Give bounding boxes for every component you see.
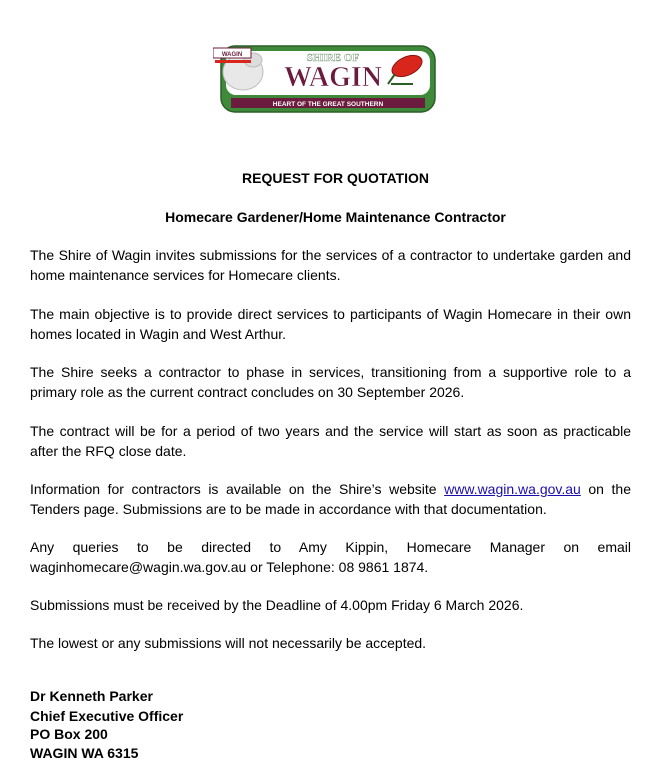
- logo-main-text: WAGIN: [283, 62, 383, 93]
- postal-box: PO Box 200: [30, 726, 108, 742]
- info-text-before: Information for contractors is available on the Shire’s website: [30, 481, 445, 497]
- paragraph-information: [30, 480, 631, 519]
- signatory-position: Chief Executive Officer: [30, 708, 184, 724]
- logo-tagline: HEART OF THE GREAT SOUTHERN: [272, 101, 384, 108]
- logo-top-text: SHIRE OF: [306, 52, 360, 64]
- paragraph-queries: Any queries to be directed to Amy Kippin, Homecare Manager on email waginhomecare@wagin.wa.gov.au or Telephone: 08 9861 1874.: [30, 539, 631, 575]
- paragraph-objective: The main objective is to provide direct services to participants of Wagin Homecare in their own homes located in Wagin and West Arthur.: [30, 306, 631, 342]
- postal-locality: WAGIN WA 6315: [30, 745, 139, 761]
- logo-graphic: [213, 44, 443, 116]
- info-text-after: on the Tenders page. Submissions are to be made in accordance with that documentation.: [30, 481, 631, 517]
- ram-badge-text: WAGIN: [221, 52, 243, 58]
- paragraph-disclaimer: The lowest or any submissions will not necessarily be accepted.: [30, 635, 427, 651]
- website-link[interactable]: www.wagin.wa.gov.au: [444, 481, 581, 497]
- page-subtitle: Homecare Gardener/Home Maintenance Contractor: [165, 209, 506, 225]
- signatory-name: Dr Kenneth Parker: [30, 688, 153, 704]
- paragraph-invitation: The Shire of Wagin invites submissions for the services of a contractor to undertake garden and home maintenance services for Homecare clients.: [30, 247, 631, 283]
- paragraph-contract-period: The contract will be for a period of two years and the service will start as soon as practicable after the RFQ close date.: [30, 423, 631, 459]
- paragraph-phase-in: The Shire seeks a contractor to phase in services, transitioning from a supportive role to a primary role as the current contract concludes on 30 September 2026.: [30, 364, 631, 400]
- paragraph-deadline: Submissions must be received by the Deadline of 4.00pm Friday 6 March 2026.: [30, 597, 524, 613]
- page-title: REQUEST FOR QUOTATION: [242, 170, 429, 186]
- shire-of-wagin-logo: [213, 44, 443, 116]
